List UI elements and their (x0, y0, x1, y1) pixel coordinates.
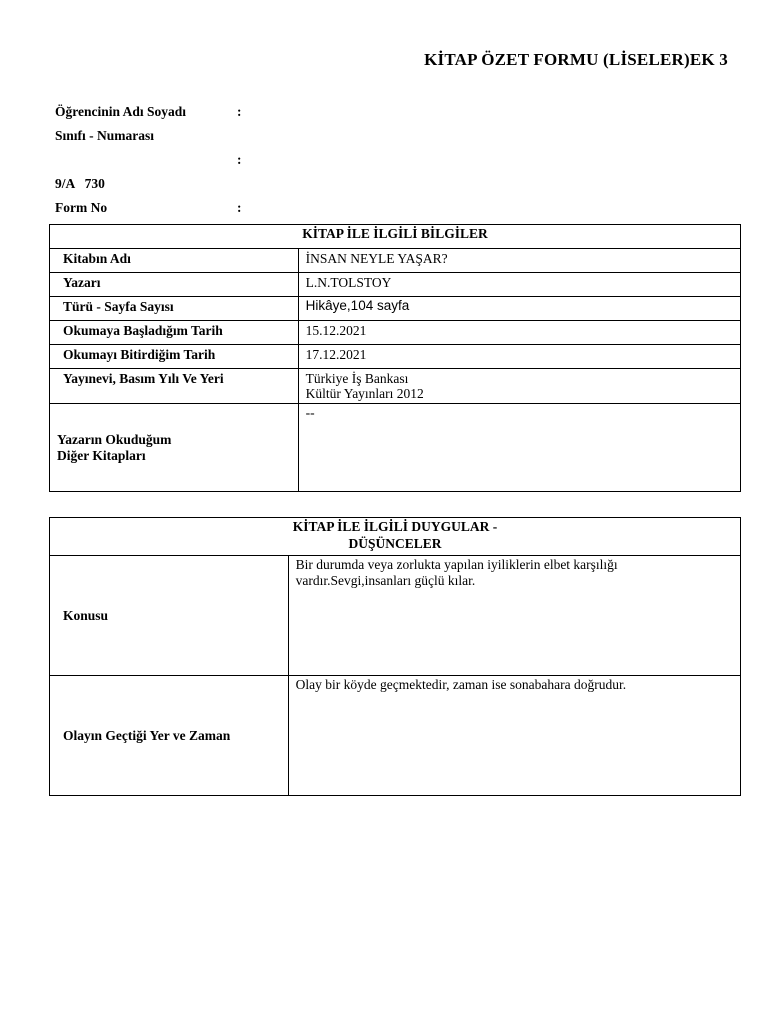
start-date-value: 15.12.2021 (298, 321, 740, 345)
subject-value (288, 556, 740, 676)
publisher-value-line1: Türkiye İş Bankası (305, 371, 409, 386)
class-number-label: Sınıfı - Numarası (55, 128, 155, 143)
book-title-value: İNSAN NEYLE YAŞAR? (298, 249, 740, 273)
student-name-label: Öğrencinin Adı Soyadı (55, 104, 187, 119)
table-row (50, 556, 741, 676)
publisher-label: Yayınevi, Basım Yılı Ve Yeri (50, 369, 299, 404)
book-info-table (49, 224, 741, 492)
table-row (50, 676, 741, 796)
place-time-label: Olayın Geçtiği Yer ve Zaman (50, 676, 289, 796)
book-info-header: KİTAP İLE İLGİLİ BİLGİLER (50, 225, 741, 249)
table-row (50, 369, 741, 404)
table-row (50, 297, 741, 321)
feelings-header-line1: KİTAP İLE İLGİLİ DUYGULAR - (292, 519, 498, 534)
feelings-header (50, 518, 741, 556)
subject-value-line2: vardır.Sevgi,insanları güçlü kılar. (295, 573, 476, 588)
genre-pages-value: Hikâye,104 sayfa (298, 297, 740, 321)
other-books-label-line2: Diğer Kitapları (57, 447, 146, 463)
author-label: Yazarı (50, 273, 299, 297)
form-no-label: Form No (55, 200, 108, 215)
other-books-value: -- (298, 404, 740, 492)
book-title-label: Kitabın Adı (50, 249, 299, 273)
feelings-header-line2: DÜŞÜNCELER (348, 536, 442, 551)
end-date-value: 17.12.2021 (298, 345, 740, 369)
class-number-colon: : (237, 152, 242, 167)
class-number-value: 9/A 730 (55, 176, 105, 191)
subject-label: Konusu (50, 556, 289, 676)
form-title: KİTAP ÖZET FORMU (LİSELER)EK 3 (424, 50, 728, 69)
other-books-label (50, 404, 299, 492)
start-date-label: Okumaya Başladığım Tarih (50, 321, 299, 345)
student-name-colon: : (237, 104, 242, 119)
place-time-value: Olay bir köyde geçmektedir, zaman ise sonabahara doğrudur. (288, 676, 740, 796)
feelings-table (49, 517, 741, 796)
author-value: L.N.TOLSTOY (298, 273, 740, 297)
publisher-value (298, 369, 740, 404)
table-row (50, 321, 741, 345)
subject-value-line1: Bir durumda veya zorlukta yapılan iyiliklerin elbet karşılığı (295, 557, 618, 572)
genre-pages-label: Türü - Sayfa Sayısı (50, 297, 299, 321)
table-row (50, 404, 741, 492)
publisher-value-line2: Kültür Yayınları 2012 (305, 386, 424, 401)
table-row (50, 345, 741, 369)
table-row (50, 249, 741, 273)
other-books-label-line1: Yazarın Okuduğum (57, 431, 172, 447)
table-row (50, 273, 741, 297)
end-date-label: Okumayı Bitirdiğim Tarih (50, 345, 299, 369)
form-no-colon: : (237, 200, 242, 215)
